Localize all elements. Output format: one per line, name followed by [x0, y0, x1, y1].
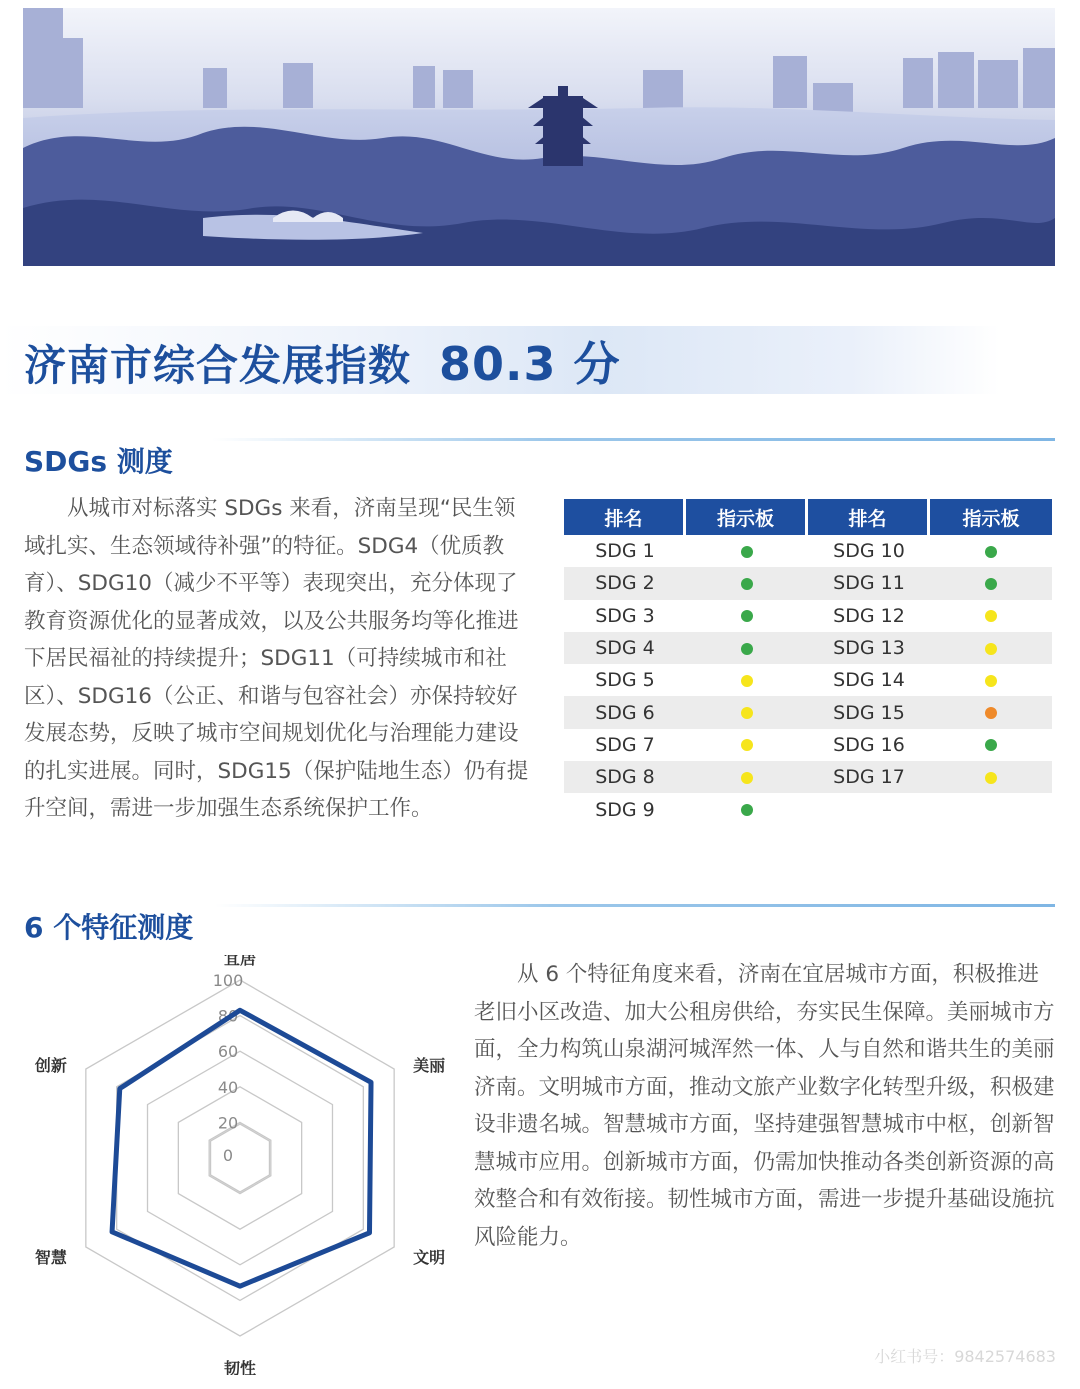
sdg-name-cell [808, 793, 930, 825]
sdg-paragraph [24, 490, 530, 828]
table-row [564, 535, 1052, 567]
sdg-status-cell [686, 664, 808, 696]
status-dot-icon [741, 610, 753, 622]
sdg-status-cell [686, 567, 808, 599]
radar-axis-label: 韧性 [223, 1359, 257, 1375]
sdg-name-cell: SDG 1 [595, 540, 655, 563]
radar-tick-label: 40 [217, 1077, 239, 1097]
section-divider-sdg [212, 438, 1055, 441]
section-divider-features [215, 904, 1055, 907]
sdg-status-cell [930, 664, 1052, 696]
radar-chart-svg [20, 955, 460, 1375]
table-header-dashboard-1: 指示板 [686, 499, 808, 535]
radar-grid-ring [148, 1051, 333, 1265]
radar-grid-ring [178, 1087, 301, 1229]
table-header-dashboard-2: 指示板 [930, 499, 1052, 535]
sdg-name-cell: SDG 7 [595, 733, 655, 756]
status-dot-icon [741, 707, 753, 719]
radar-tick-label: 80 [217, 1006, 239, 1026]
radar-tick-label: 0 [222, 1146, 234, 1165]
radar-axis-label: 文明 [413, 1248, 446, 1267]
radar-tick-label: 100 [212, 971, 244, 990]
section-heading-features: 6 个特征测度 [24, 911, 194, 944]
hero-cityscape-image [23, 8, 1055, 266]
table-row [564, 729, 1052, 761]
page-title [24, 328, 621, 394]
features-paragraph [474, 956, 1056, 1256]
table-header-rank-2: 排名 [808, 499, 930, 535]
status-dot-icon [741, 643, 753, 655]
sdg-table-body [564, 535, 1052, 826]
status-dot-icon [741, 739, 753, 751]
radar-axis-label: 创新 [34, 1056, 67, 1075]
sdg-name-cell: SDG 13 [808, 632, 930, 664]
status-dot-icon [985, 739, 997, 751]
sdg-status-cell [930, 729, 1052, 761]
sdg-name-cell: SDG 14 [833, 669, 905, 692]
table-row [564, 632, 1052, 664]
sdg-table-header-row [564, 499, 1052, 535]
status-dot-icon [741, 546, 753, 558]
sdg-status-cell [930, 535, 1052, 567]
features-paragraph-text: 从 6 个特征角度来看，济南在宜居城市方面，积极推进老旧小区改造、加大公租房供给，夯实民生保障。美丽城市方面，全力构筑山泉湖河城浑然一体、人与自然和谐共生的美丽济南。文明城市方面，推动文旅产业数字化转型升级，积极建设非遗名城。智慧城市方面，坚持建强智慧城市中枢，创新智慧城市应用。创新城市方面，仍需加快推动各类创新资源的高效整合和有效衔接。韧性城市方面，需进一步提升基础设施抗风险能力。 [474, 962, 1055, 1250]
status-dot-icon [741, 804, 753, 816]
sdg-name-cell: SDG 3 [595, 604, 655, 627]
sdg-status-cell [686, 761, 808, 793]
radar-grid-ring [86, 980, 394, 1336]
radar-axis-label: 智慧 [34, 1248, 67, 1267]
sdg-name-cell: SDG 4 [564, 632, 686, 664]
sdg-status-cell [930, 761, 1052, 793]
sdg-status-cell [686, 535, 808, 567]
sdg-status-cell [930, 600, 1052, 632]
radar-chart [20, 955, 460, 1375]
sdg-status-cell [686, 793, 808, 825]
sdg-status-cell [930, 696, 1052, 728]
sdg-status-cell [930, 793, 1052, 825]
table-row [564, 664, 1052, 696]
sdg-name-cell: SDG 5 [595, 669, 655, 692]
radar-tick-label: 20 [217, 1113, 239, 1133]
table-row [564, 696, 1052, 728]
sdg-name-cell: SDG 2 [564, 567, 686, 599]
status-dot-icon [985, 675, 997, 687]
sdg-name-cell: SDG 15 [808, 696, 930, 728]
sdg-paragraph-text: 从城市对标落实 SDGs 来看，济南呈现“民生领域扎实、生态领域待补强”的特征。SDG4（优质教育）、SDG10（减少不平等）表现突出，充分体现了教育资源优化的显著成效，以及公共服务均等化推进下居民福祉的持续提升；SDG11（可持续城市和社区）、SDG16（公正、和谐与包容社会）亦保持较好发展态势，反映了城市空间规划优化与治理能力建设的扎实进展。同时，SDG15（保护陆地生态）仍有提升空间，需进一步加强生态系统保护工作。 [24, 496, 529, 821]
status-dot-icon [985, 643, 997, 655]
table-row [564, 793, 1052, 825]
radar-tick-label: 60 [217, 1042, 239, 1062]
status-dot-icon [985, 578, 997, 590]
sdg-status-cell [686, 632, 808, 664]
status-dot-icon [741, 772, 753, 784]
sdg-name-cell: SDG 6 [564, 696, 686, 728]
sdg-name-cell: SDG 12 [833, 604, 905, 627]
status-dot-icon [985, 610, 997, 622]
radar-grid-ring [209, 1122, 271, 1193]
page-title-text: 济南市综合发展指数 [24, 341, 412, 390]
sdg-status-cell [930, 632, 1052, 664]
table-header-rank-1: 排名 [564, 499, 686, 535]
sdg-name-cell: SDG 8 [564, 761, 686, 793]
watermark: 小红书号：9842574683 [874, 1347, 1056, 1366]
table-row [564, 567, 1052, 599]
status-dot-icon [985, 772, 997, 784]
status-dot-icon [985, 546, 997, 558]
sdg-status-cell [686, 729, 808, 761]
status-dot-icon [985, 707, 997, 719]
sdg-name-cell: SDG 16 [833, 733, 905, 756]
sdg-dashboard-table [564, 499, 1052, 826]
status-dot-icon [741, 675, 753, 687]
sdg-status-cell [686, 600, 808, 632]
sdg-name-cell: SDG 9 [595, 798, 655, 821]
status-dot-icon [741, 578, 753, 590]
radar-axis-label: 宜居 [223, 955, 257, 968]
sdg-name-cell: SDG 17 [808, 761, 930, 793]
sdg-name-cell: SDG 11 [808, 567, 930, 599]
table-row [564, 761, 1052, 793]
section-heading-sdg: SDGs 测度 [24, 445, 173, 478]
sdg-status-cell [930, 567, 1052, 599]
sdg-name-cell: SDG 10 [833, 540, 905, 563]
page-title-score: 80.3 分 [439, 337, 621, 391]
sdg-status-cell [686, 696, 808, 728]
radar-axis-label: 美丽 [413, 1056, 446, 1075]
table-row [564, 600, 1052, 632]
